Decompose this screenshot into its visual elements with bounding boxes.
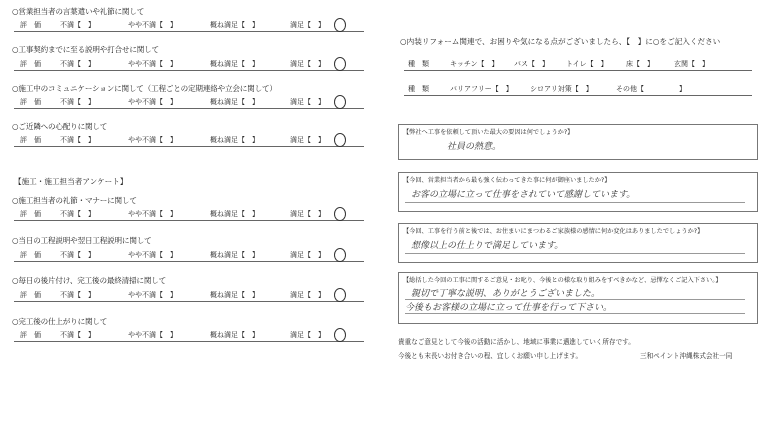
rating-label: 評 価 [20,210,41,218]
rating-fumann[interactable]: 不満【 】 [60,251,95,259]
rating-manzoku[interactable]: 満足【 】 [290,251,325,259]
writing-line [405,253,745,254]
reform-question: ○内装リフォーム関連で、お困りや気になる点がございましたら、【 】に○をご記入ください [400,37,721,46]
category-bath[interactable]: バス【 】 [514,60,549,68]
rating-yaya[interactable]: やや不満【 】 [128,60,177,68]
answer-box-4 [398,272,758,324]
rating-fumann[interactable]: 不満【 】 [60,331,95,339]
rating-row-1 [14,19,364,32]
rating-manzoku[interactable]: 満足【 】 [290,331,325,339]
answer-box-3 [398,223,758,263]
rating-manzoku[interactable]: 満足【 】 [290,60,325,68]
rating-gaine[interactable]: 概ね満足【 】 [210,331,259,339]
rating-yaya[interactable]: やや不満【 】 [128,98,177,106]
handwritten-answer-1: 社員の熱意。 [447,142,502,152]
rating-fumann[interactable]: 不満【 】 [60,21,95,29]
rating-yaya[interactable]: やや不満【 】 [128,21,177,29]
rating-gaine[interactable]: 概ね満足【 】 [210,291,259,299]
construction-section-title: 【施工・施工担当者アンケート】 [14,177,128,186]
rating-yaya[interactable]: やや不満【 】 [128,136,177,144]
rating-yaya[interactable]: やや不満【 】 [128,331,177,339]
question-1: ○営業担当者の言葉遣いや礼節に関して [12,7,145,16]
handwritten-circle [334,133,346,147]
rating-gaine[interactable]: 概ね満足【 】 [210,251,259,259]
handwritten-answer-2: お客の立場に立って仕事をされていて感謝しています。 [411,190,636,200]
handwritten-answer-4b: 今後もお客様の立場に立って仕事を行って下さい。 [405,303,613,313]
rating-fumann[interactable]: 不満【 】 [60,136,95,144]
handwritten-circle [334,207,346,221]
question-3: ○施工中のコミュニケーションに関して（工程ごとの定期連絡や立会に関して） [12,84,277,93]
rating-yaya[interactable]: やや不満【 】 [128,210,177,218]
rating-yaya[interactable]: やや不満【 】 [128,251,177,259]
rating-label: 評 価 [20,21,41,29]
rating-label: 評 価 [20,98,41,106]
answer-box-2-question: 【今回、営業担当者から最も強く伝わってきた事に何が御座いましたか?】 [403,177,611,184]
category-label: 種 類 [408,85,429,93]
category-row-2 [404,83,752,96]
category-label: 種 類 [408,60,429,68]
rating-manzoku[interactable]: 満足【 】 [290,210,325,218]
category-toilet[interactable]: トイレ【 】 [566,60,608,68]
rating-row-2 [14,58,364,71]
footer-line-2: 今後とも末長いお付き合いの程、宜しくお願い申し上げます。 [398,352,583,360]
category-entrance[interactable]: 玄関【 】 [674,60,709,68]
answer-box-1 [398,124,758,160]
rating-fumann[interactable]: 不満【 】 [60,98,95,106]
category-barrier-free[interactable]: バリアフリー【 】 [450,85,513,93]
rating-label: 評 価 [20,136,41,144]
rating-row-6 [14,249,364,262]
handwritten-circle [334,248,346,262]
rating-gaine[interactable]: 概ね満足【 】 [210,98,259,106]
category-termite[interactable]: シロアリ対策【 】 [530,85,593,93]
rating-fumann[interactable]: 不満【 】 [60,60,95,68]
rating-yaya[interactable]: やや不満【 】 [128,291,177,299]
question-7: ○毎日の後片付け、完工後の最終清掃に関して [12,276,166,285]
category-kitchen[interactable]: キッチン【 】 [450,60,499,68]
question-8: ○完工後の仕上がりに関して [12,317,108,326]
rating-fumann[interactable]: 不満【 】 [60,210,95,218]
rating-label: 評 価 [20,331,41,339]
rating-row-8 [14,329,364,342]
rating-row-7 [14,289,364,302]
writing-line [405,313,745,314]
handwritten-circle [334,95,346,109]
rating-row-4 [14,134,364,147]
rating-label: 評 価 [20,60,41,68]
category-other[interactable]: その他【 】 [616,85,686,93]
rating-row-5 [14,208,364,221]
category-row-1 [404,58,752,71]
answer-box-2 [398,172,758,212]
rating-gaine[interactable]: 概ね満足【 】 [210,60,259,68]
question-2: ○工事契約までに至る説明や打合せに関して [12,45,159,54]
rating-label: 評 価 [20,251,41,259]
rating-manzoku[interactable]: 満足【 】 [290,21,325,29]
handwritten-answer-3: 想像以上の仕上りで満足しています。 [411,241,564,251]
rating-label: 評 価 [20,291,41,299]
rating-row-3 [14,96,364,109]
question-5: ○施工担当者の礼節・マナーに関して [12,196,137,205]
company-name: 三和ペイント沖縄株式会社一同 [640,352,733,360]
footer-line-1: 貴重なご意見として今後の活動に活かし、地域に事業に邁進していく所存です。 [398,338,635,346]
answer-box-3-question: 【今回、工事を行う前と後では、お住まいにまつわるご家族様の感情に何か変化はありましたでしょうか?】 [403,228,704,235]
handwritten-circle [334,18,346,32]
rating-gaine[interactable]: 概ね満足【 】 [210,21,259,29]
rating-manzoku[interactable]: 満足【 】 [290,291,325,299]
category-floor[interactable]: 床【 】 [626,60,654,68]
rating-manzoku[interactable]: 満足【 】 [290,136,325,144]
rating-gaine[interactable]: 概ね満足【 】 [210,210,259,218]
rating-fumann[interactable]: 不満【 】 [60,291,95,299]
question-4: ○ご近隣への心配りに関して [12,122,108,131]
rating-manzoku[interactable]: 満足【 】 [290,98,325,106]
rating-gaine[interactable]: 概ね満足【 】 [210,136,259,144]
writing-line [405,202,745,203]
handwritten-answer-4a: 親切で丁寧な説明、ありがとうございました。 [411,289,601,299]
handwritten-circle [334,57,346,71]
handwritten-circle [334,328,346,342]
answer-box-1-question: 【弊社へ工事を依頼して頂いた最大の要因は何でしょうか?】 [403,129,574,136]
question-6: ○当日の工程説明や翌日工程説明に関して [12,236,152,245]
answer-box-4-question: 【総括した今回の工事に関するご意見・お叱り、今後との様な取り組みをすべきかなど、忌憚なくご記入下さい。】 [403,277,722,284]
handwritten-circle [334,288,346,302]
